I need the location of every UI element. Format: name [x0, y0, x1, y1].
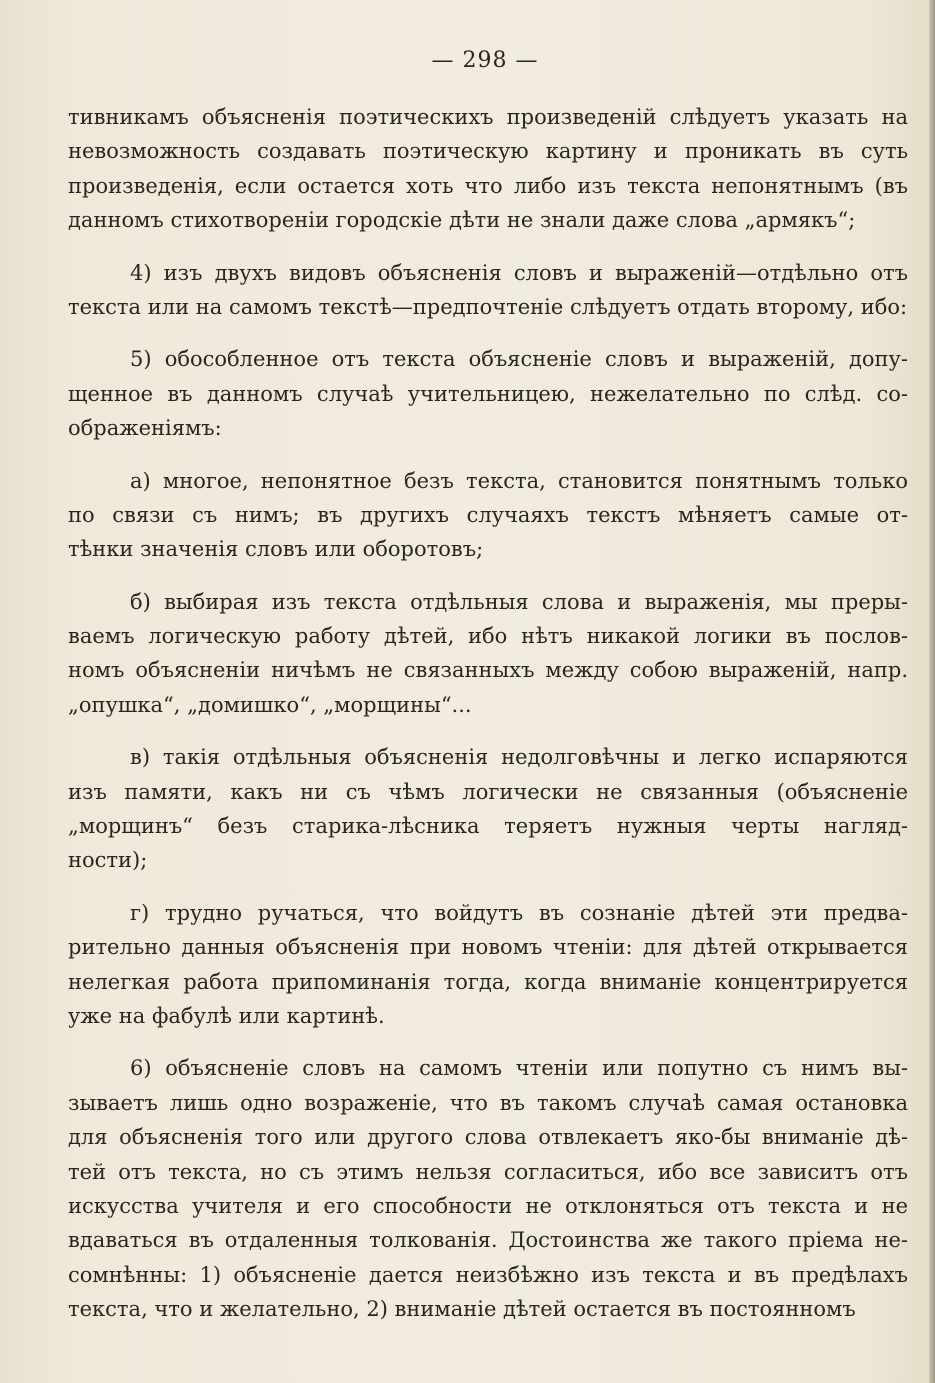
text-line: по связи съ нимъ; въ другихъ случаяхъ текстъ мѣняетъ самые от-: [68, 502, 908, 527]
page-edge: [929, 0, 935, 1383]
text-line: вдаваться въ отдаленныя толкованія. Достоинства же такого пріема не-: [68, 1228, 908, 1253]
text-line: тѣнки значенія словъ или оборотовъ;: [68, 537, 484, 562]
text-line: данномъ стихотвореніи городскіе дѣти не знали даже слова „армякъ“;: [68, 208, 856, 233]
text-line: текста, что и желательно, 2) вниманіе дѣтей остается въ постоянномъ: [68, 1297, 856, 1322]
paragraph: [68, 740, 908, 878]
text-line: 6) объясненіе словъ на самомъ чтеніи или попутно съ нимъ вы-: [130, 1056, 908, 1081]
text-line: 4) изъ двухъ видовъ объясненія словъ и выраженій—отдѣльно отъ: [130, 260, 908, 285]
text-line: а) многое, непонятное безъ текста, становится понятнымъ только: [130, 468, 908, 493]
text-line: ваемъ логическую работу дѣтей, ибо нѣтъ никакой логики въ послов-: [68, 624, 908, 649]
paragraph: [68, 464, 908, 567]
paragraph: [68, 585, 908, 723]
text-line: зываетъ лишь одно возраженіе, что въ такомъ случаѣ самая остановка: [68, 1090, 908, 1115]
page-number: — 298 —: [431, 48, 539, 73]
text-line: невозможность создавать поэтическую картину и проникать въ суть: [68, 139, 908, 164]
body-text: [68, 100, 908, 1345]
text-line: ображеніямъ:: [68, 416, 222, 441]
text-line: рительно данныя объясненія при новомъ чтеніи: для дѣтей открывается: [68, 935, 908, 960]
text-line: нелегкая работа припоминанія тогда, когда вниманіе концентрируется: [68, 969, 908, 994]
paragraph: [68, 896, 908, 1034]
text-line: г) трудно ручаться, что войдутъ въ сознаніе дѣтей эти предва-: [130, 900, 908, 925]
paragraph: [68, 256, 908, 325]
text-line: в) такія отдѣльныя объясненія недолговѣчны и легко испаряются: [130, 745, 908, 770]
text-line: уже на фабулѣ или картинѣ.: [68, 1003, 385, 1028]
text-line: б) выбирая изъ текста отдѣльныя слова и выраженія, мы преры-: [130, 589, 908, 614]
text-line: текста или на самомъ текстѣ—предпочтеніе слѣдуетъ отдать второму, ибо:: [68, 294, 908, 319]
text-line: 5) обособленное отъ текста объясненіе словъ и выраженій, допу-: [130, 347, 908, 372]
text-line: тей отъ текста, но съ этимъ нельзя согласиться, ибо все зависитъ отъ: [68, 1159, 908, 1184]
paragraph: [68, 1051, 908, 1326]
text-line: „морщинъ“ безъ старика-лѣсника теряетъ нужныя черты нагляд-: [68, 814, 908, 839]
text-line: номъ объясненіи ничѣмъ не связанныхъ между собою выраженій, напр.: [68, 658, 908, 683]
text-line: сомнѣнны: 1) объясненіе дается неизбѣжно изъ текста и въ предѣлахъ: [68, 1262, 908, 1287]
paragraph: [68, 342, 908, 445]
text-line: ности);: [68, 848, 148, 873]
paragraph: [68, 100, 908, 238]
text-line: „опушка“, „домишко“, „морщины“...: [68, 692, 472, 717]
text-line: для объясненія того или другого слова отвлекаетъ яко-бы вниманіе дѣ-: [68, 1125, 908, 1150]
text-line: щенное въ данномъ случаѣ учительницею, нежелательно по слѣд. со-: [68, 381, 908, 406]
text-line: произведенія, если остается хоть что либо изъ текста непонятнымъ (въ: [68, 173, 908, 198]
text-line: изъ памяти, какъ ни съ чѣмъ логически не связанныя (объясненіе: [68, 779, 908, 804]
text-line: искусства учителя и его способности не отклоняться отъ текста и не: [68, 1193, 908, 1218]
text-line: тивникамъ объясненія поэтическихъ произведеній слѣдуетъ указать на: [68, 105, 908, 129]
